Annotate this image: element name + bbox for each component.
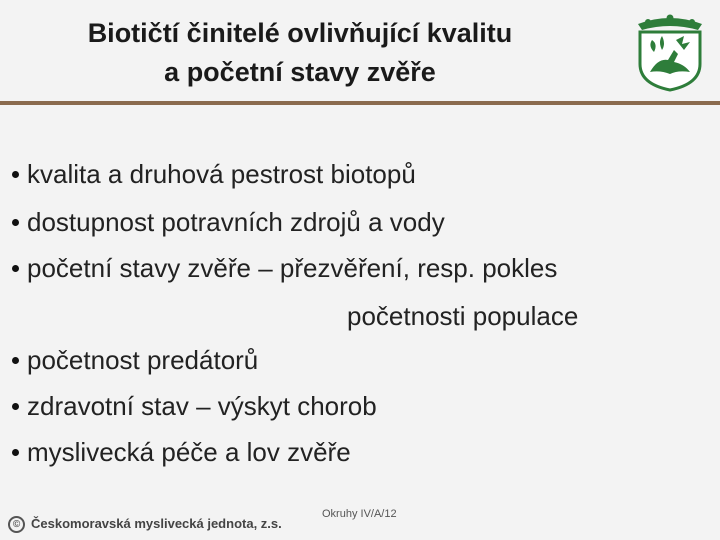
bullet-dot-icon bbox=[12, 449, 19, 456]
bullet-dot-icon bbox=[12, 403, 19, 410]
cmmj-logo-icon bbox=[628, 14, 712, 92]
footer-slide-code: Okruhy IV/A/12 bbox=[322, 508, 397, 520]
list-item-continuation: početnosti populace bbox=[347, 301, 579, 331]
title-line-1: Biotičtí činitelé ovlivňující kvalitu bbox=[87, 18, 513, 48]
footer-copyright: © Českomoravská myslivecká jednota, z.s. bbox=[8, 516, 282, 533]
bullet-dot-icon bbox=[12, 219, 19, 226]
list-item: dostupnost potravních zdrojů a vody bbox=[12, 204, 445, 240]
title-line-2: a početní stavy zvěře bbox=[164, 57, 436, 87]
list-item: zdravotní stav – výskyt chorob bbox=[12, 388, 377, 424]
list-item: početnost predátorů bbox=[12, 342, 258, 378]
list-item: kvalita a druhová pestrost biotopů bbox=[12, 156, 416, 192]
list-item: myslivecká péče a lov zvěře bbox=[12, 434, 351, 470]
bullet-dot-icon bbox=[12, 357, 19, 364]
slide-title bbox=[20, 14, 580, 92]
bullet-dot-icon bbox=[12, 265, 19, 272]
copyright-icon: © bbox=[8, 516, 25, 533]
bullet-dot-icon bbox=[12, 171, 19, 178]
list-item: početní stavy zvěře – přezvěření, resp. pokles bbox=[12, 250, 557, 286]
title-divider bbox=[0, 101, 720, 105]
